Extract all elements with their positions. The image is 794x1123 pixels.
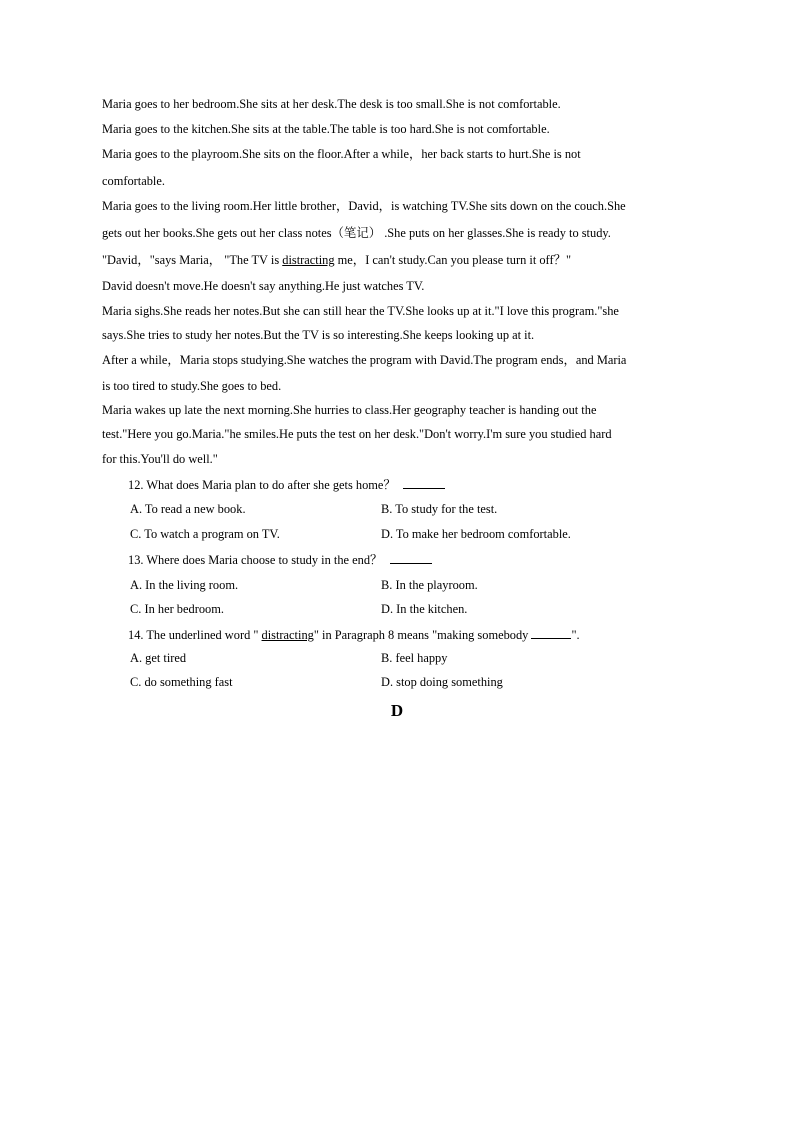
option-c: C. In her bedroom. [130,602,224,616]
passage-line: Maria wakes up late the next morning.She hurries to class.Her geography teacher is handing out the [102,403,597,417]
passage-line: David doesn't move.He doesn't say anything.He just watches TV. [102,279,425,293]
passage-line: Maria goes to her bedroom.She sits at her desk.The desk is too small.She is not comfortable. [102,97,561,111]
passage-line: for this.You'll do well." [102,452,218,466]
underlined-word: distracting [282,253,335,267]
option-a: A. In the living room. [130,578,239,592]
question-stem: ". [571,628,580,642]
question-stem: 12. What does Maria plan to do after she gets home？ [128,478,396,492]
passage-line: Maria goes to the playroom.She sits on the floor.After a while，her back starts to hurt.She is not [102,147,581,161]
question-stem: 13. Where does Maria choose to study in the end？ [128,553,383,567]
passage-line [102,252,571,268]
question-stem: 14. The underlined word " [128,628,262,642]
answer-blank[interactable] [531,626,571,639]
option-a: A. To read a new book. [130,502,246,516]
option-d: D. In the kitchen. [381,602,468,616]
quote-text: me，I can't study.Can you please turn it off？" [334,253,572,267]
question-13 [128,551,432,568]
section-heading: D [390,701,404,720]
option-c: C. To watch a program on TV. [130,527,280,541]
answer-blank[interactable] [403,476,445,489]
passage-line: test."Here you go.Maria."he smiles.He puts the test on her desk."Don't worry.I'm sure you studied hard [102,427,612,441]
option-b: B. To study for the test. [381,502,498,516]
question-12 [128,476,445,493]
underlined-word: distracting [261,628,314,642]
passage-line: is too tired to study.She goes to bed. [102,379,282,393]
passage-line: Maria sighs.She reads her notes.But she can still hear the TV.She looks up at it."I love this program."she [102,304,619,318]
passage-line: Maria goes to the kitchen.She sits at the table.The table is too hard.She is not comfortable. [102,122,550,136]
passage-line: comfortable. [102,174,165,188]
quote-text: "David，"says Maria， "The TV is [102,253,283,267]
option-c: C. do something fast [130,675,233,689]
passage-line: Maria goes to the living room.Her little brother，David，is watching TV.She sits down on the couch.She [102,199,626,213]
passage-line: says.She tries to study her notes.But the TV is so interesting.She keeps looking up at it. [102,328,535,342]
option-b: B. feel happy [381,651,448,665]
option-a: A. get tired [130,651,187,665]
option-d: D. To make her bedroom comfortable. [381,527,571,541]
option-d: D. stop doing something [381,675,503,689]
answer-blank[interactable] [390,551,432,564]
option-b: B. In the playroom. [381,578,478,592]
question-14 [128,626,580,643]
passage-line: After a while，Maria stops studying.She watches the program with David.The program ends，and Maria [102,353,627,367]
passage-line: gets out her books.She gets out her class notes（笔记） .She puts on her glasses.She is ready to study. [102,226,611,240]
question-stem: " in Paragraph 8 means "making somebody [313,628,532,642]
